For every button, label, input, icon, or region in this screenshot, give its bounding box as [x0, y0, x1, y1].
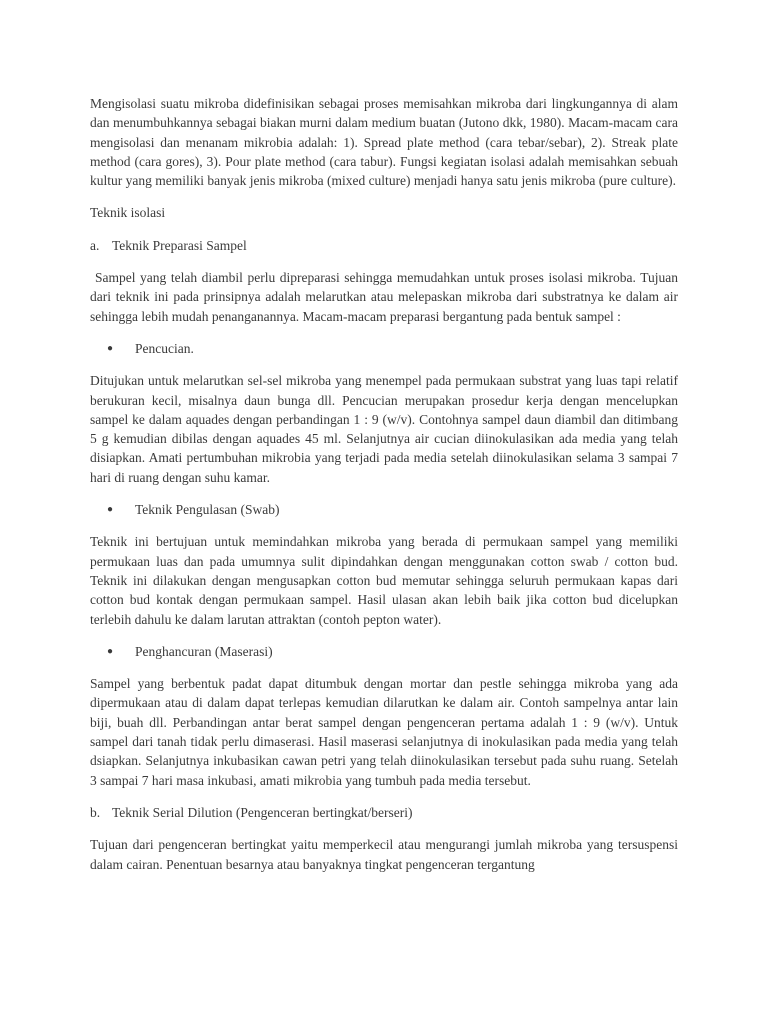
subsection-a-heading — [90, 236, 678, 255]
subsection-b-heading — [90, 803, 678, 822]
preparasi-paragraph: Sampel yang telah diambil perlu dipreparasi sehingga memudahkan untuk proses isolasi mikroba. Tujuan dari teknik ini pada prinsipnya adalah melarutkan atau melepaskan mikroba dari substratnya ke dalam air sehingga lebih mudah penanganannya. Macam-macam preparasi bergantung pada bentuk sampel : — [90, 270, 678, 324]
bullet-dot-icon: ● — [107, 645, 114, 657]
intro-paragraph: Mengisolasi suatu mikroba didefinisikan sebagai proses memisahkan mikroba dari lingkungannya di alam dan menumbuhkannya sebagai biakan murni dalam medium buatan (Jutono dkk, 1980). Macam-macam cara mengisolasi dan menanam mikrobia adalah: 1). Spread plate method (cara tebar/sebar), 2). Streak plate method (cara gores), 3). Pour plate method (cara tabur). Fungsi kegiatan isolasi adalah memisahkan sebuah kultur yang memiliki banyak jenis mikroba (mixed culture) menjadi hanya satu jenis mikroba (pure culture). — [90, 96, 678, 189]
bullet-label: Penghancuran (Maserasi) — [135, 643, 273, 659]
pencucian-paragraph: Ditujukan untuk melarutkan sel-sel mikroba yang menempel pada permukaan substrat yang luas tapi relatif berukuran kecil, misalnya daun bunga dll. Pencucian merupakan prosedur kerja dengan mencelupkan sampel ke dalam aquades dengan perbandingan 1 : 9 (w/v). Contohnya sampel daun diambil dan ditimbang 5 g kemudian dibilas dengan aquades 45 ml. Selanjutnya air cucian diinokulasikan ada media yang telah disiapkan. Amati pertumbuhan mikrobia yang terjadi pada media setelah diinokulasikan selama 3 sampai 7 hari di ruang dengan suhu kamar. — [90, 373, 678, 485]
maserasi-paragraph: Sampel yang berbentuk padat dapat ditumbuk dengan mortar dan pestle sehingga mikroba yang ada dipermukaan atau di dalam dapat terlepas kemudian dilarutkan ke dalam air. Contoh sampelnya antar lain biji, buah dll. Perbandingan antar berat sampel dengan pengenceran pertama adalah 1 : 9 (w/v). Untuk sampel dari tanah tidak perlu dimaserasi. Hasil maserasi selanjutnya di inokulasikan pada media yang telah dsiapkan. Selanjutnya inkubasikan cawan petri yang telah diinokulasikan tersebut pada suhu ruang. Setelah 3 sampai 7 hari masa inkubasi, amati mikrobia yang tumbuh pada media tersebut. — [90, 676, 678, 788]
bullet-label: Pencucian. — [135, 340, 194, 356]
bullet-dot-icon: ● — [107, 342, 114, 354]
bullet-item-maserasi — [90, 642, 678, 661]
section-title: Teknik isolasi — [90, 205, 166, 221]
bullet-dot-icon: ● — [107, 504, 114, 516]
subsection-a-marker: a. — [90, 237, 100, 253]
pengulasan-paragraph: Teknik ini bertujuan untuk memindahkan mikroba yang berada di permukaan sampel yang memiliki permukaan luas dan pada umumnya sulit dipindahkan dengan menggunakan cotton swab / cotton bud. Teknik ini dilakukan dengan mengusapkan cotton bud memutar sehingga seluruh permukaan kapas dari cotton bud kontak dengan permukaan sampel. Hasil ulasan akan lebih baik jika cotton bud dicelupkan terlebih dahulu ke dalam larutan attraktan (contoh pepton water). — [90, 534, 678, 627]
bullet-item-pencucian — [90, 339, 678, 358]
subsection-b-title: Teknik Serial Dilution (Pengenceran bertingkat/berseri) — [112, 804, 413, 820]
bullet-label: Teknik Pengulasan (Swab) — [135, 502, 280, 518]
bullet-item-pengulasan — [90, 500, 678, 519]
document-page — [90, 94, 678, 887]
dilution-paragraph: Tujuan dari pengenceran bertingkat yaitu memperkecil atau mengurangi jumlah mikroba yang tersuspensi dalam cairan. Penentuan besarnya atau banyaknya tingkat pengenceran tergantung — [90, 837, 678, 872]
subsection-b-marker: b. — [90, 804, 101, 820]
subsection-a-title: Teknik Preparasi Sampel — [112, 237, 247, 253]
